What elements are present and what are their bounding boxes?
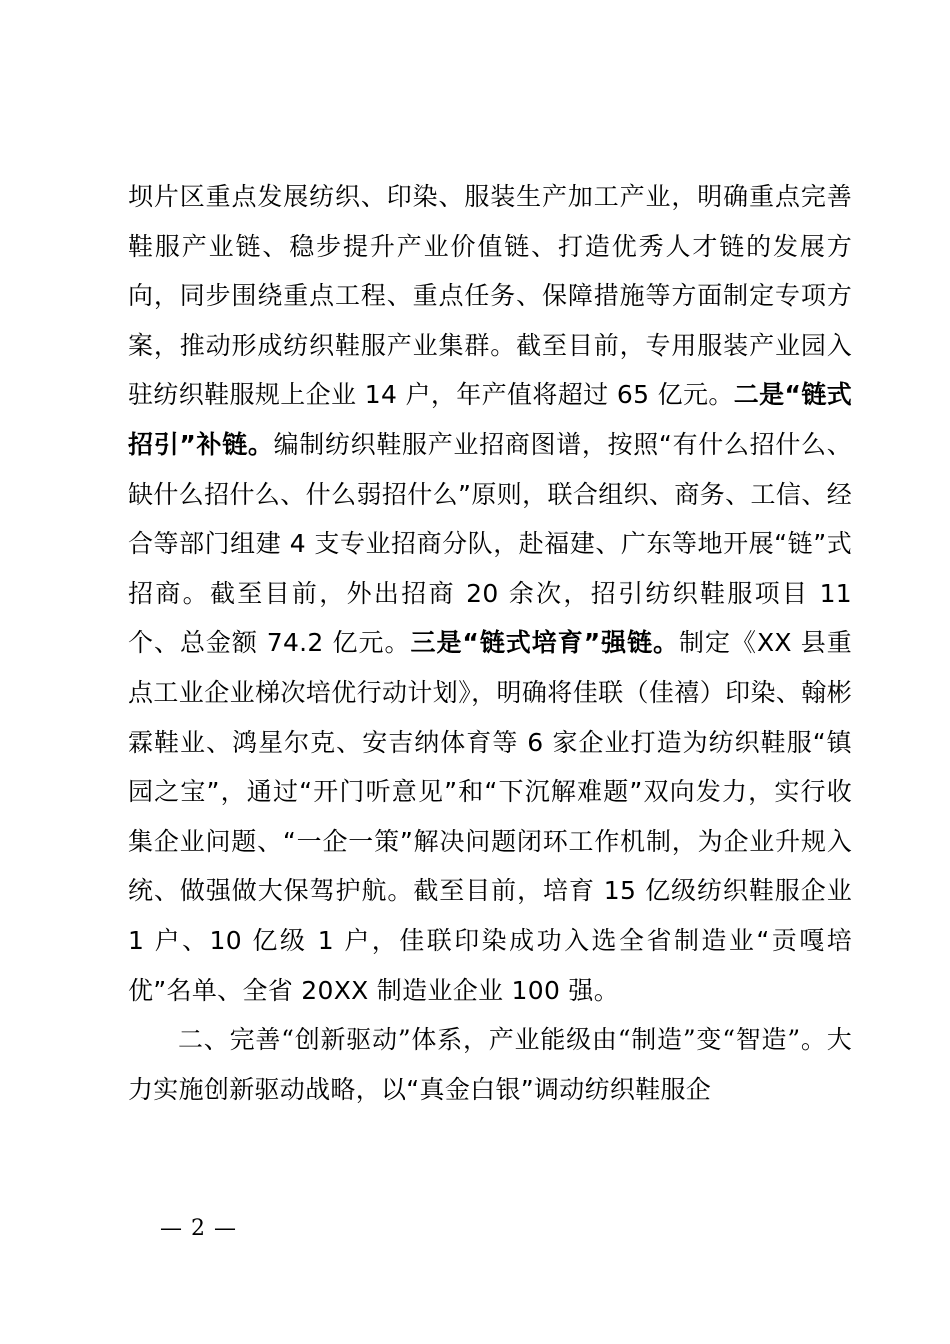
paragraph-2-text: 大力实施创新驱动战略，以“真金白银”调动纺织鞋服企 [128, 1025, 852, 1104]
paragraph-1 [128, 172, 852, 1015]
emphasis-chain-attraction: 二是“链式招引”补链。 [128, 380, 853, 459]
paragraph-1-part-3: 制定《XX 县重点工业企业梯次培优行动计划》，明确将佳联（佳禧）印染、翰彬霖鞋业、鸿星尔克、安吉纳体育等 6 家企业打造为纺织鞋服“镇园之宝”，通过“开门听意见”和“下沉解难题”双向发力，实行收集企业问题、“一企一策”解决问题闭环工作机制，为企业升规入统、做强做大保驾护航。截至目前，培育 15 亿级纺织鞋服企业 1 户、10 亿级 1 户，佳联印染成功入选全省制造业“贡嘎培优”名单、全省 20XX 制造业企业 100 强。 [128, 628, 852, 1005]
emphasis-chain-cultivation: 三是“链式培育”强链。 [410, 628, 680, 658]
page-number: — 2 — [160, 1216, 237, 1241]
section-heading-2: 二、完善“创新驱动”体系，产业能级由“制造”变“智造”。 [178, 1025, 827, 1055]
body-text [128, 172, 852, 1114]
paragraph-2 [128, 1015, 852, 1114]
paragraph-1-part-2: 编制纺织鞋服产业招商图谱，按照“有什么招什么、缺什么招什么、什么弱招什么”原则，联合组织、商务、工信、经合等部门组建 4 支专业招商分队，赴福建、广东等地开展“链”式招商。截至目前，外出招商 20 余次，招引纺织鞋服项目 11 个、总金额 74.2 亿元。 [128, 429, 853, 658]
paragraph-1-part-1: 坝片区重点发展纺织、印染、服装生产加工产业，明确重点完善鞋服产业链、稳步提升产业价值链、打造优秀人才链的发展方向，同步围绕重点工程、重点任务、保障措施等方面制定专项方案，推动形成纺织鞋服产业集群。截至目前，专用服装产业园入驻纺织鞋服规上企业 14 户，年产值将超过 65 亿元。 [128, 182, 852, 410]
